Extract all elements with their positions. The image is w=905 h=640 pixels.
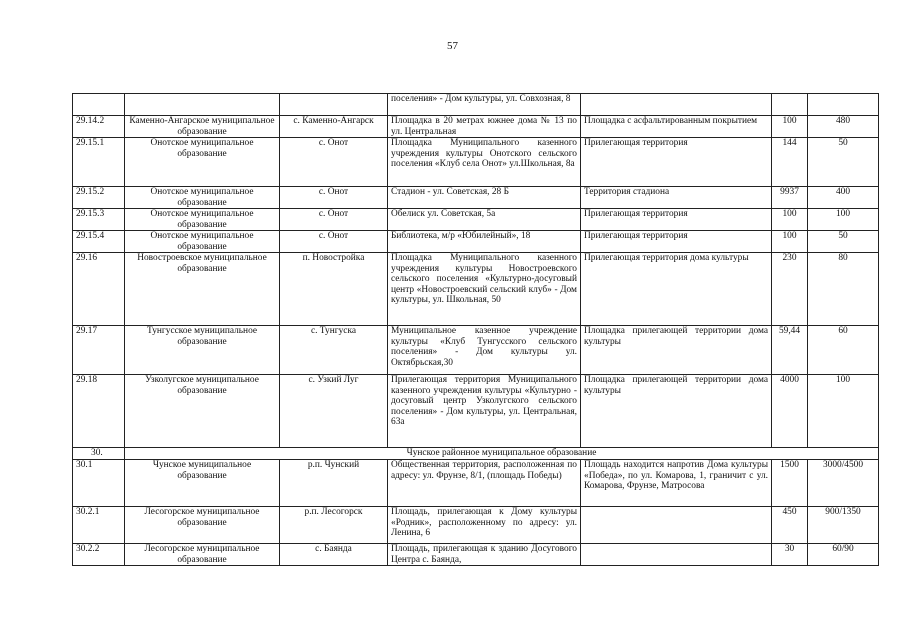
address-cell: Площадь, прилегающая к зданию Досугового Центра с. Баянда, bbox=[388, 544, 581, 566]
description-cell bbox=[581, 507, 772, 544]
settlement-cell: с. Каменно-Ангарск bbox=[280, 116, 388, 138]
address-cell: Площадь, прилегающая к Дому культуры «Родник», расположенному по адресу: ул. Ленина, 6 bbox=[388, 507, 581, 544]
address-cell: Обелиск ул. Советская, 5а bbox=[388, 209, 581, 231]
capacity-cell: 50 bbox=[808, 231, 879, 253]
settlement-cell: р.п. Лесогорск bbox=[280, 507, 388, 544]
capacity-cell: 900/1350 bbox=[808, 507, 879, 544]
settlement-cell: с. Онот bbox=[280, 209, 388, 231]
capacity-cell: 100 bbox=[808, 209, 879, 231]
capacity-cell: 480 bbox=[808, 116, 879, 138]
municipality-cell: Чунское муниципальное образование bbox=[125, 460, 280, 507]
settlement-cell: п. Новостройка bbox=[280, 253, 388, 326]
row-number: 29.16 bbox=[73, 253, 125, 326]
settlement-cell: р.п. Чунский bbox=[280, 460, 388, 507]
capacity-cell: 50 bbox=[808, 138, 879, 187]
settlement-cell bbox=[280, 94, 388, 116]
area-cell: 450 bbox=[772, 507, 808, 544]
municipality-cell: Тунгусское муниципальное образование bbox=[125, 326, 280, 375]
table-row bbox=[73, 187, 879, 209]
municipality-cell: Онотское муниципальное образование bbox=[125, 138, 280, 187]
area-cell: 100 bbox=[772, 209, 808, 231]
table-row bbox=[73, 94, 879, 116]
table-body-section-30 bbox=[73, 460, 879, 566]
section-title: Чунское районное муниципальное образование bbox=[125, 448, 879, 460]
row-number: 29.18 bbox=[73, 375, 125, 448]
municipality-cell bbox=[125, 94, 280, 116]
area-cell: 100 bbox=[772, 231, 808, 253]
settlement-cell: с. Онот bbox=[280, 231, 388, 253]
row-number: 29.14.2 bbox=[73, 116, 125, 138]
area-cell: 144 bbox=[772, 138, 808, 187]
settlement-cell: с. Тунгуска bbox=[280, 326, 388, 375]
table-row bbox=[73, 231, 879, 253]
settlement-cell: с. Баянда bbox=[280, 544, 388, 566]
description-cell: Прилегающая территория bbox=[581, 209, 772, 231]
capacity-cell: 400 bbox=[808, 187, 879, 209]
table-row bbox=[73, 507, 879, 544]
municipality-cell: Онотское муниципальное образование bbox=[125, 187, 280, 209]
municipality-cell: Онотское муниципальное образование bbox=[125, 209, 280, 231]
area-cell bbox=[772, 94, 808, 116]
table-row bbox=[73, 544, 879, 566]
table-row bbox=[73, 460, 879, 507]
area-cell: 1500 bbox=[772, 460, 808, 507]
description-cell: Прилегающая территория дома культуры bbox=[581, 253, 772, 326]
row-number: 29.15.1 bbox=[73, 138, 125, 187]
capacity-cell: 80 bbox=[808, 253, 879, 326]
row-number: 29.15.3 bbox=[73, 209, 125, 231]
area-cell: 30 bbox=[772, 544, 808, 566]
description-cell: Площадка прилегающей территории дома культуры bbox=[581, 375, 772, 448]
area-cell: 230 bbox=[772, 253, 808, 326]
table-row bbox=[73, 326, 879, 375]
capacity-cell: 100 bbox=[808, 375, 879, 448]
municipality-cell: Лесогорское муниципальное образование bbox=[125, 544, 280, 566]
address-cell: Муниципальное казенное учреждение культуры «Клуб Тунгусского сельского поселения» - Дом культуры ул. Октябрьская,30 bbox=[388, 326, 581, 375]
address-cell: поселения» - Дом культуры, ул. Совхозная, 8 bbox=[388, 94, 581, 116]
capacity-cell: 3000/4500 bbox=[808, 460, 879, 507]
capacity-cell bbox=[808, 94, 879, 116]
address-cell: Площадка Муниципального казенного учреждения культуры Онотского сельского поселения «Клуб села Онот» ул.Школьная, 8а bbox=[388, 138, 581, 187]
municipality-cell: Лесогорское муниципальное образование bbox=[125, 507, 280, 544]
description-cell: Территория стадиона bbox=[581, 187, 772, 209]
venues-table bbox=[72, 93, 879, 566]
table-row bbox=[73, 116, 879, 138]
municipality-cell: Онотское муниципальное образование bbox=[125, 231, 280, 253]
municipality-cell: Каменно-Ангарское муниципальное образование bbox=[125, 116, 280, 138]
address-cell: Стадион - ул. Советская, 28 Б bbox=[388, 187, 581, 209]
table-row bbox=[73, 138, 879, 187]
description-cell: Прилегающая территория bbox=[581, 231, 772, 253]
municipality-cell: Узколугское муниципальное образование bbox=[125, 375, 280, 448]
address-cell: Прилегающая территория Муниципального казенного учреждения культуры «Культурно - досуговый центр Узколугского сельского поселения» - Дом культуры, ул. Центральная, 63а bbox=[388, 375, 581, 448]
page-number: 57 bbox=[447, 40, 458, 52]
description-cell bbox=[581, 94, 772, 116]
row-number: 29.17 bbox=[73, 326, 125, 375]
address-cell: Площадка Муниципального казенного учреждения культуры Новостроевского сельского поселения «Культурно-досуговый центр «Новостроевский сельский клуб» - Дом культуры, ул. Школьная, 50 bbox=[388, 253, 581, 326]
area-cell: 9937 bbox=[772, 187, 808, 209]
description-cell: Площадка с асфальтированным покрытием bbox=[581, 116, 772, 138]
row-number: 29.15.4 bbox=[73, 231, 125, 253]
row-number: 30.2.1 bbox=[73, 507, 125, 544]
settlement-cell: с. Онот bbox=[280, 187, 388, 209]
section-header bbox=[73, 448, 879, 460]
row-number: 29.15.2 bbox=[73, 187, 125, 209]
description-cell: Площадь находится напротив Дома культуры «Победа», по ул. Комарова, 1, граничит с ул. Комарова, Фрунзе, Матросова bbox=[581, 460, 772, 507]
settlement-cell: с. Онот bbox=[280, 138, 388, 187]
row-number bbox=[73, 94, 125, 116]
table-row bbox=[73, 209, 879, 231]
section-number: 30. bbox=[73, 448, 125, 460]
municipality-cell: Новостроевское муниципальное образование bbox=[125, 253, 280, 326]
table-body bbox=[73, 94, 879, 448]
area-cell: 4000 bbox=[772, 375, 808, 448]
area-cell: 100 bbox=[772, 116, 808, 138]
row-number: 30.1 bbox=[73, 460, 125, 507]
description-cell: Площадка прилегающей территории дома культуры bbox=[581, 326, 772, 375]
section-row bbox=[73, 448, 879, 460]
table-row bbox=[73, 375, 879, 448]
address-cell: Библиотека, м/р «Юбилейный», 18 bbox=[388, 231, 581, 253]
address-cell: Площадка в 20 метрах южнее дома № 13 по ул. Центральная bbox=[388, 116, 581, 138]
address-cell: Общественная территория, расположенная по адресу: ул. Фрунзе, 8/1, (площадь Победы) bbox=[388, 460, 581, 507]
description-cell bbox=[581, 544, 772, 566]
table-row bbox=[73, 253, 879, 326]
capacity-cell: 60 bbox=[808, 326, 879, 375]
description-cell: Прилегающая территория bbox=[581, 138, 772, 187]
capacity-cell: 60/90 bbox=[808, 544, 879, 566]
settlement-cell: с. Узкий Луг bbox=[280, 375, 388, 448]
area-cell: 59,44 bbox=[772, 326, 808, 375]
row-number: 30.2.2 bbox=[73, 544, 125, 566]
